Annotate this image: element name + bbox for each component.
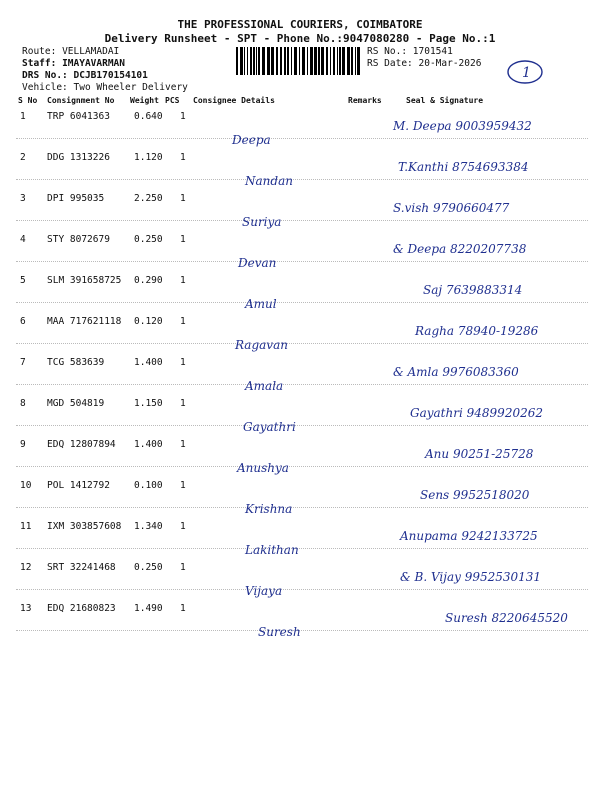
consignee-name-handwritten: Krishna (245, 502, 293, 516)
signature-handwritten (393, 242, 526, 256)
row-consignment: SRT 32241468 (47, 562, 116, 573)
row-weight: 0.100 (134, 480, 163, 491)
row-sno: 12 (20, 562, 32, 573)
rs-date-label: RS Date: (367, 58, 413, 69)
barcode (236, 47, 362, 75)
signature-name: Anupama (400, 529, 458, 543)
row-divider (16, 179, 588, 180)
signature-name: & Deepa (393, 242, 447, 256)
table-row (0, 193, 600, 233)
runsheet-subtitle: Delivery Runsheet - SPT - Phone No.:9047080280 - Page No.:1 (104, 32, 496, 45)
row-sno: 13 (20, 603, 32, 614)
row-consignment: DPI 995035 (47, 193, 105, 204)
signature-phone: 9242133725 (461, 529, 538, 543)
row-consignment: IXM 303857608 (47, 521, 122, 532)
company-title: THE PROFESSIONAL COURIERS, COIMBATORE (177, 18, 423, 31)
vehicle-value: Two Wheeler Delivery (73, 82, 188, 93)
signature-phone: 8754693384 (452, 160, 529, 174)
row-divider (16, 630, 588, 631)
signature-phone: 90251-25728 (452, 447, 534, 461)
signature-name: T.Kanthi (398, 160, 449, 174)
row-sno: 10 (20, 480, 32, 491)
consignee-name-handwritten: Anushya (237, 461, 289, 475)
row-divider (16, 220, 588, 221)
row-sno: 9 (20, 439, 26, 450)
drs-label: DRS No.: (22, 70, 68, 81)
signature-handwritten (423, 283, 522, 297)
rs-number-line (367, 46, 453, 57)
row-weight: 1.490 (134, 603, 163, 614)
row-divider (16, 466, 588, 467)
consignee-name-handwritten: Devan (238, 256, 277, 270)
signature-handwritten (400, 529, 538, 543)
row-pcs: 1 (180, 439, 186, 450)
signature-handwritten (393, 365, 519, 379)
row-consignment: TRP 6041363 (47, 111, 110, 122)
row-sno: 6 (20, 316, 26, 327)
row-weight: 1.400 (134, 439, 163, 450)
row-consignment: MGD 504819 (47, 398, 105, 409)
vehicle-line (22, 82, 188, 93)
row-sno: 11 (20, 521, 32, 532)
signature-phone: 8220207738 (449, 242, 527, 256)
row-weight: 1.400 (134, 357, 163, 368)
signature-name: Saj (423, 283, 443, 297)
drs-line (22, 70, 148, 81)
col-sno: S No (18, 96, 38, 105)
signature-name: & Amla (393, 365, 439, 379)
signature-phone: 7639883314 (445, 283, 523, 297)
row-pcs: 1 (180, 603, 186, 614)
signature-handwritten (398, 160, 528, 174)
col-remarks: Remarks (348, 96, 382, 105)
row-pcs: 1 (180, 521, 186, 532)
row-pcs: 1 (180, 398, 186, 409)
staff-value: IMAYAVARMAN (62, 58, 125, 69)
col-weight: Weight (130, 96, 159, 105)
consignee-name-handwritten: Amul (245, 297, 277, 311)
signature-phone: 9952518020 (453, 488, 530, 502)
row-pcs: 1 (180, 234, 186, 245)
row-weight: 0.640 (134, 111, 163, 122)
row-consignment: DDG 1313226 (47, 152, 110, 163)
col-seal: Seal & Signature (406, 96, 484, 105)
signature-handwritten (415, 324, 538, 338)
consignee-name-handwritten: Suresh (258, 625, 301, 639)
rs-date-line (367, 58, 481, 69)
row-pcs: 1 (180, 316, 186, 327)
column-header-row (0, 96, 600, 108)
route-line (22, 46, 119, 57)
signature-phone: 9489920262 (466, 406, 543, 420)
col-consignee: Consignee Details (193, 96, 275, 105)
signature-phone: 9790660477 (432, 201, 510, 215)
row-pcs: 1 (180, 562, 186, 573)
signature-handwritten (400, 570, 541, 584)
signature-name: & B. Vijay (400, 570, 461, 584)
col-pcs: PCS (165, 96, 180, 105)
rs-date-value: 20-Mar-2026 (418, 58, 482, 69)
signature-name: Gayathri (410, 406, 463, 420)
row-weight: 0.250 (134, 562, 163, 573)
row-consignment: EDQ 12807894 (47, 439, 116, 450)
rs-number-value: 1701541 (412, 46, 453, 57)
page-mark-number: 1 (522, 65, 531, 81)
signature-name: M. Deepa (393, 119, 452, 133)
row-divider (16, 589, 588, 590)
row-pcs: 1 (180, 357, 186, 368)
row-sno: 8 (20, 398, 26, 409)
row-weight: 2.250 (134, 193, 163, 204)
row-divider (16, 343, 588, 344)
signature-handwritten (393, 119, 532, 133)
row-weight: 1.340 (134, 521, 163, 532)
row-divider (16, 261, 588, 262)
signature-name: S.vish (393, 201, 430, 215)
row-sno: 4 (20, 234, 26, 245)
consignee-name-handwritten: Amala (245, 379, 284, 393)
row-pcs: 1 (180, 480, 186, 491)
signature-name: Ragha (415, 324, 455, 338)
row-sno: 7 (20, 357, 26, 368)
row-consignment: POL 1412792 (47, 480, 110, 491)
row-sno: 3 (20, 193, 26, 204)
consignee-name-handwritten: Suriya (242, 215, 282, 229)
drs-value: DCJB170154101 (73, 70, 148, 81)
signature-handwritten (445, 611, 568, 625)
signature-handwritten (393, 201, 509, 215)
row-pcs: 1 (180, 193, 186, 204)
row-weight: 0.120 (134, 316, 163, 327)
row-consignment: STY 8072679 (47, 234, 110, 245)
row-divider (16, 425, 588, 426)
row-consignment: EDQ 21680823 (47, 603, 116, 614)
consignee-name-handwritten: Nandan (245, 174, 293, 188)
vehicle-label: Vehicle: (22, 82, 68, 93)
rs-number-label: RS No.: (367, 46, 408, 57)
consignee-name-handwritten: Ragavan (235, 338, 288, 352)
signature-phone: 8220645520 (491, 611, 568, 625)
signature-name: Suresh (445, 611, 488, 625)
consignee-name-handwritten: Deepa (232, 133, 271, 147)
staff-line (22, 58, 125, 69)
staff-label: Staff: (22, 58, 57, 69)
row-divider (16, 548, 588, 549)
row-consignment: MAA 717621118 (47, 316, 122, 327)
route-value: VELLAMADAI (62, 46, 120, 57)
row-consignment: TCG 583639 (47, 357, 105, 368)
signature-phone: 9003959432 (455, 119, 532, 133)
consignee-name-handwritten: Vijaya (245, 584, 283, 598)
row-pcs: 1 (180, 152, 186, 163)
signature-handwritten (420, 488, 529, 502)
row-divider (16, 384, 588, 385)
row-sno: 1 (20, 111, 26, 122)
row-divider (16, 138, 588, 139)
signature-phone: 78940-19286 (457, 324, 539, 338)
consignee-name-handwritten: Gayathri (243, 420, 296, 434)
row-pcs: 1 (180, 275, 186, 286)
signature-handwritten (410, 406, 543, 420)
page-mark-circle (505, 58, 545, 86)
col-consignment: Consignment No (47, 96, 115, 105)
row-sno: 5 (20, 275, 26, 286)
row-sno: 2 (20, 152, 26, 163)
route-label: Route: (22, 46, 57, 57)
row-divider (16, 302, 588, 303)
signature-name: Anu (425, 447, 450, 461)
row-consignment: SLM 391658725 (47, 275, 122, 286)
consignee-name-handwritten: Lakithan (245, 543, 299, 557)
row-pcs: 1 (180, 111, 186, 122)
signature-handwritten (425, 447, 533, 461)
row-weight: 1.150 (134, 398, 163, 409)
row-weight: 0.250 (134, 234, 163, 245)
signature-phone: 9976083360 (442, 365, 519, 379)
row-weight: 1.120 (134, 152, 163, 163)
row-weight: 0.290 (134, 275, 163, 286)
signature-name: Sens (420, 488, 450, 502)
row-divider (16, 507, 588, 508)
signature-phone: 9952530131 (464, 570, 542, 584)
